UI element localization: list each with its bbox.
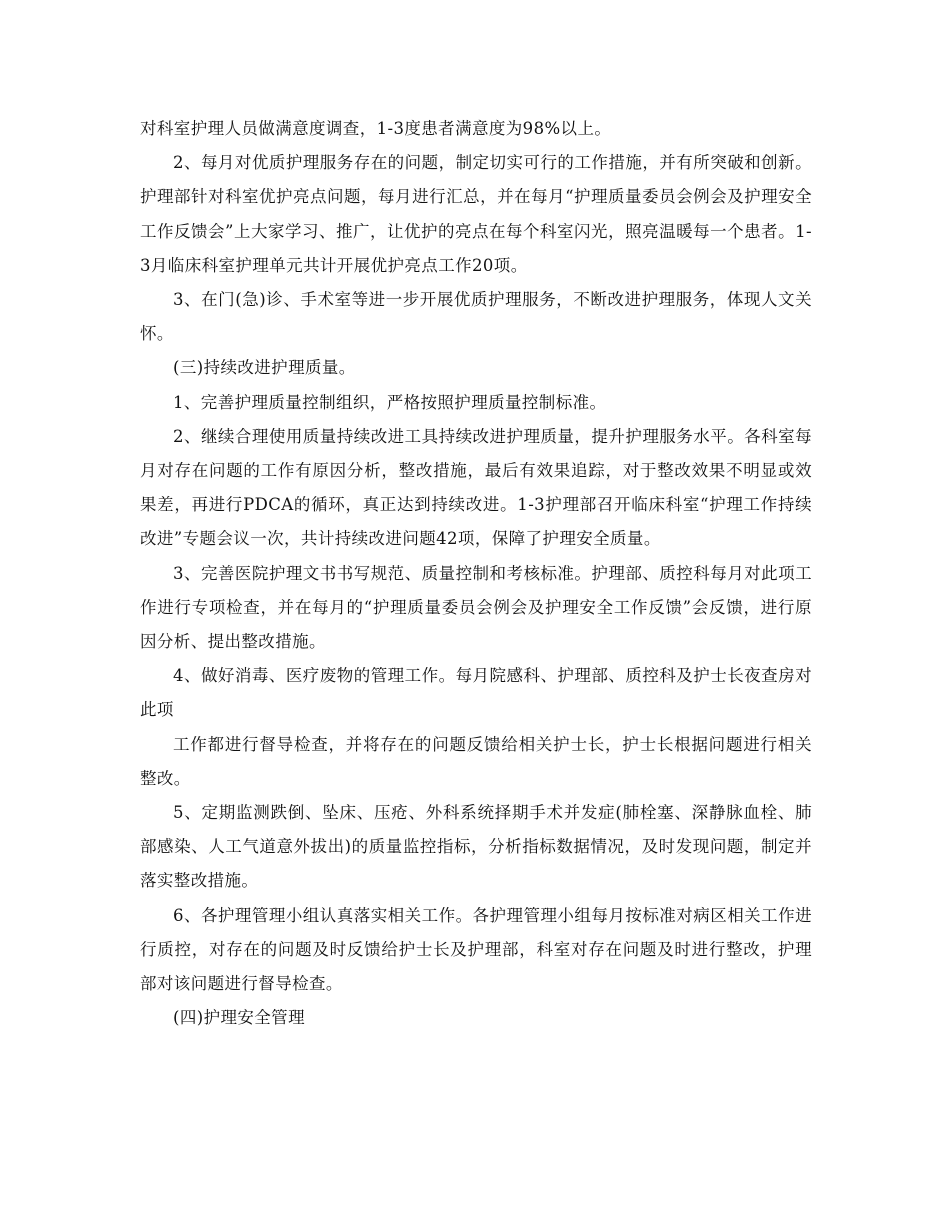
paragraph-quality-service-issues: 2、每月对优质护理服务存在的问题，制定切实可行的工作措施，并有所突破和创新。护理部针对科室优护亮点问题，每月进行汇总，并在每月“护理质量委员会例会及护理安全工作反馈会”上大家学习、推广，让优护的亮点在每个科室闪光，照亮温暖每一个患者。1-3月临床科室护理单元共计开展优护亮点工作20项。 <box>140 153 812 275</box>
paragraph-monitoring-indicators: 5、定期监测跌倒、坠床、压疮、外科系统择期手术并发症(肺栓塞、深静脉血栓、肺部感染、人工气道意外拔出)的质量监控指标，分析指标数据情况，及时发现问题，制定并落实整改措施。 <box>140 803 812 891</box>
document-body <box>140 112 812 1035</box>
paragraph-disinfection-waste: 4、做好消毒、医疗废物的管理工作。每月院感科、护理部、质控科及护士长夜查房对此项 <box>140 666 812 720</box>
section-heading-safety-management: (四)护理安全管理 <box>173 1008 305 1028</box>
paragraph-quality-control-organization: 1、完善护理质量控制组织，严格按照护理质量控制标准。 <box>173 392 607 412</box>
section-heading-quality-improvement: (三)持续改进护理质量。 <box>173 358 356 378</box>
paragraph-satisfaction-survey: 对科室护理人员做满意度调查，1-3度患者满意度为98%以上。 <box>140 119 612 138</box>
paragraph-supervision-followup: 工作都进行督导检查，并将存在的问题反馈给相关护士长，护士长根据问题进行相关整改。 <box>140 734 812 788</box>
paragraph-continuous-improvement-tools: 2、继续合理使用质量持续改进工具持续改进护理质量，提升护理服务水平。各科室每月对存在问题的工作有原因分析，整改措施，最后有效果追踪，对于整改效果不明显或效果差，再进行PDCA的循环，真正达到持续改进。1-3护理部召开临床科室“护理工作持续改进”专题会议一次，共计持续改进问题42项，保障了护理安全质量。 <box>140 426 812 549</box>
paragraph-management-groups: 6、各护理管理小组认真落实相关工作。各护理管理小组每月按标准对病区相关工作进行质控，对存在的问题及时反馈给护士长及护理部，科室对存在问题及时进行整改，护理部对该问题进行督导检查。 <box>140 905 812 994</box>
paragraph-nursing-documents: 3、完善医院护理文书书写规范、质量控制和考核标准。护理部、质控科每月对此项工作进行专项检查，并在每月的“护理质量委员会例会及护理安全工作反馈”会反馈，进行原因分析、提出整改措施。 <box>140 563 812 652</box>
paragraph-outpatient-service: 3、在门(急)诊、手术室等进一步开展优质护理服务，不断改进护理服务，体现人文关怀。 <box>140 290 812 344</box>
